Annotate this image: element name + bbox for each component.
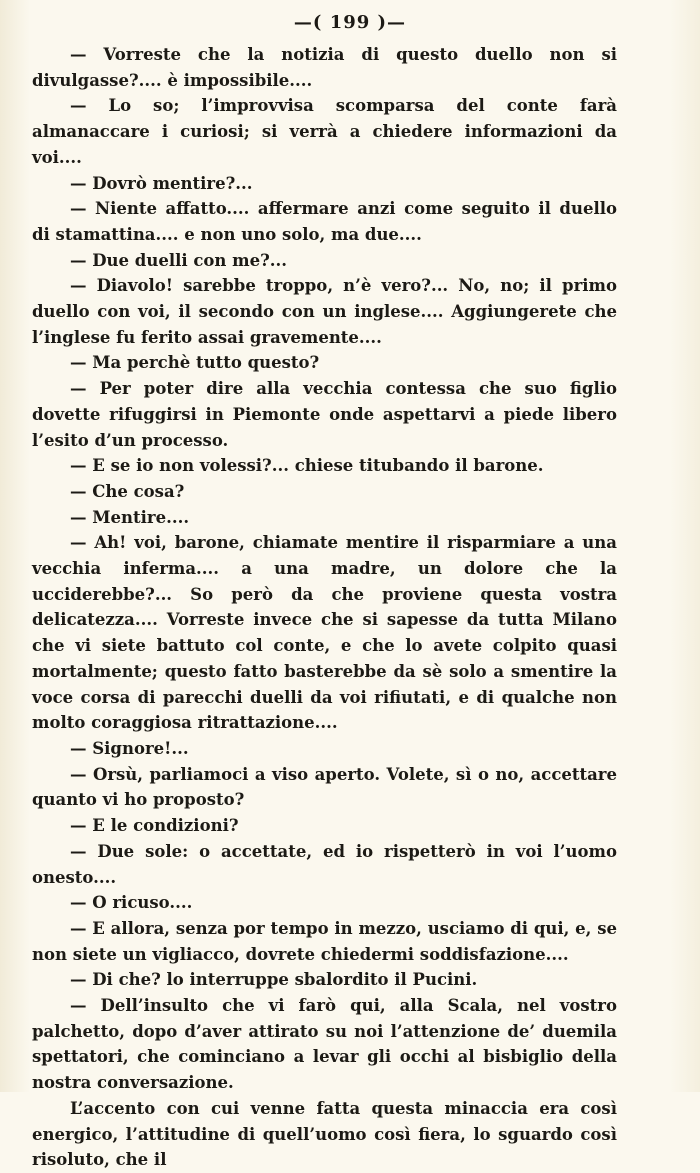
paragraph: — Niente affatto.... affermare anzi come seguito il duello di stamattina.... e non uno solo, ma due....: [32, 199, 617, 244]
paragraph: — Che cosa?: [70, 481, 185, 501]
paragraph: — E se io non volessi?... chiese titubando il barone.: [70, 456, 544, 476]
paragraph: — Ah! voi, barone, chiamate mentire il risparmiare a una vecchia inferma.... a una madre, un dolore che la ucciderebbe?... So però da che proviene questa vostra delicatezza.... Vorreste invece che si sapesse da tutta Milano che vi siete battuto col conte, e che lo avete colpito quasi mortalmente; questo fatto basterebbe da sè solo a smentire la voce corsa di parecchi duelli da voi rifiutati, e di qualche non molto coraggiosa ritrattazione....: [32, 533, 617, 733]
paragraph: — Due sole: o accettate, ed io rispetterò in voi l’uomo onesto....: [32, 841, 617, 887]
paragraph: — Due duelli con me?...: [70, 250, 288, 270]
paragraph: — E le condizioni?: [70, 816, 239, 836]
page-number: —( 199 )—: [293, 12, 407, 33]
paragraph: — Lo so; l’improvvisa scomparsa del conte farà almanaccare i curiosi; si verrà a chiedere informazioni da voi....: [32, 96, 617, 167]
paragraph: — E allora, senza por tempo in mezzo, usciamo di qui, e, se non siete un vigliacco, dovrete chiedermi soddisfazione....: [32, 918, 617, 964]
paragraph: — Mentire....: [70, 507, 190, 527]
paragraph: — Per poter dire alla vecchia contessa che suo figlio dovette rifuggirsi in Piemonte onde aspettarvi a piede libero l’esito d’un processo.: [32, 379, 617, 450]
paragraph: — Vorreste che la notizia di questo duello non si divulgasse?.... è impossibile....: [32, 45, 617, 90]
paragraph: — Di che? lo interruppe sbalordito il Pucini.: [70, 970, 478, 990]
paragraph: — Dovrò mentire?...: [70, 173, 253, 193]
page-text: [32, 42, 617, 1173]
paragraph: — Ma perchè tutto questo?: [70, 353, 320, 373]
paragraph: L’accento con cui venne fatta questa minaccia era così energico, l’attitudine di quell’uomo così fiera, lo sguardo così risoluto, che il: [32, 1098, 617, 1170]
paragraph: — Orsù, parliamoci a viso aperto. Volete, sì o no, accettare quanto vi ho proposto?: [32, 764, 617, 810]
paragraph: — Dell’insulto che vi farò qui, alla Scala, nel vostro palchetto, dopo d’aver attirato su noi l’attenzione de’ duemila spettatori, che cominciano a levar gli occhi al bisbiglio della nostra conversazione.: [32, 996, 617, 1093]
paragraph: — O ricuso....: [70, 893, 193, 913]
paragraph: — Diavolo! sarebbe troppo, n’è vero?... No, no; il primo duello con voi, il secondo con un inglese.... Aggiungerete che l’inglese fu ferito assai gravemente....: [32, 276, 617, 347]
paragraph: — Signore!...: [70, 738, 189, 758]
